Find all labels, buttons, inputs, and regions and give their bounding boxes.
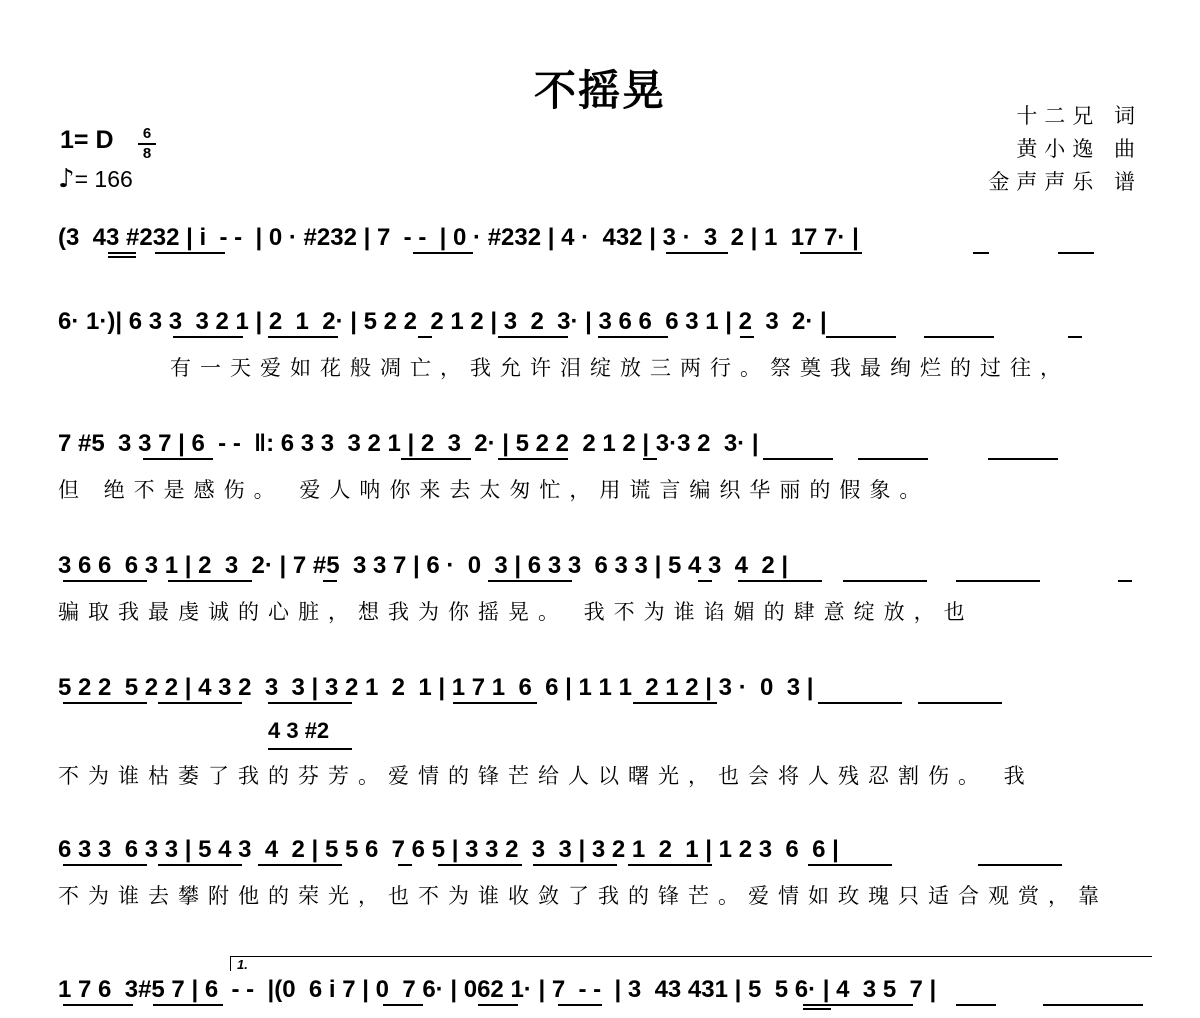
beam [858, 458, 928, 460]
beam [63, 580, 147, 582]
lyrics-line: 但 绝不是感伤。 爱人呐你来去太匆忙，用谎言编织华丽的假象。 [58, 478, 930, 502]
composer-credit: 黄小逸 曲 [1016, 137, 1142, 161]
beam [628, 864, 712, 866]
lyrics-line: 有一天爱如花般凋亡，我允许泪绽放三两行。祭奠我最绚烂的过往， [170, 356, 1070, 380]
beam [155, 252, 225, 254]
beam [158, 702, 242, 704]
beam [398, 864, 412, 866]
first-ending-bracket [230, 956, 1152, 971]
key-signature: 1= D [60, 126, 114, 154]
beam [143, 458, 213, 460]
beam [643, 458, 657, 460]
beam [498, 336, 568, 338]
beam [168, 580, 252, 582]
notes-line: 1 7 6 3#5 7 | 6 - - |(0 6 i 7 | 0 7 6· | 062 1· | 7 - - | 3 43 431 | 5 5 6· | 4 3 5 7 | [58, 976, 937, 1003]
beam [418, 336, 432, 338]
notes-line: 7 #5 3 3 7 | 6 - - ‖: 6 3 3 3 2 1 | 2 3 2· | 5 2 2 2 1 2 | 3·3 2 3· | [58, 430, 759, 457]
lyricist-credit: 十二兄 词 [1016, 104, 1142, 128]
beam [438, 864, 522, 866]
beam [988, 458, 1058, 460]
beam [956, 580, 1040, 582]
beam [808, 864, 892, 866]
beam [1043, 1004, 1143, 1006]
beam [973, 252, 989, 254]
beam [918, 702, 1002, 704]
beam [488, 580, 572, 582]
beam [818, 702, 902, 704]
lyrics-line: 骗取我最虔诚的心脏，想我为你摇晃。 我不为谁谄媚的肆意绽放，也 [58, 600, 974, 624]
beam [268, 702, 352, 704]
beam [413, 252, 473, 254]
beam [108, 256, 136, 258]
beam [63, 702, 147, 704]
beam [666, 252, 728, 254]
beam [740, 336, 754, 338]
eighth-note-icon: ♪ [58, 164, 75, 194]
beam [498, 458, 568, 460]
beam [478, 1004, 518, 1006]
beam [800, 252, 862, 254]
beam [598, 336, 668, 338]
lyrics-line: 不为谁枯萎了我的芬芳。爱情的锋芒给人以曙光，也会将人残忍割伤。 我 [58, 764, 1034, 788]
beam [268, 336, 338, 338]
beam [978, 864, 1062, 866]
notation-credit: 金声声乐 谱 [988, 170, 1142, 194]
beam [323, 580, 337, 582]
beam [763, 458, 833, 460]
beam [924, 336, 994, 338]
credits [988, 100, 1142, 199]
notes-line: 6 3 3 6 3 3 | 5 4 3 4 2 | 5 5 6 7 6 5 | 3 3 2 3 3 | 3 2 1 2 1 | 1 2 3 6 6 | [58, 836, 839, 863]
beam [401, 458, 471, 460]
beam [63, 864, 147, 866]
notes-line: (3 43 #232 | i - - | 0 · #232 | 7 - - | 0 · #232 | 4 · 432 | 3 · 3 2 | 1 17 7· | [58, 224, 859, 251]
time-signature-top: 6 [142, 125, 152, 142]
notes-line: 6· 1·)| 6 3 3 3 2 1 | 2 1 2· | 5 2 2 2 1 2 | 3 2 3· | 3 6 6 6 3 1 | 2 3 2· | [58, 308, 827, 335]
volta-label: 1. [237, 957, 248, 972]
beam [558, 1004, 602, 1006]
beam [453, 702, 537, 704]
time-signature [138, 126, 156, 162]
beam [803, 1008, 831, 1010]
beam [153, 1004, 223, 1006]
beam [738, 580, 822, 582]
beam [803, 1004, 913, 1006]
beam [258, 864, 342, 866]
time-signature-bottom: 8 [142, 145, 152, 162]
beam [826, 336, 896, 338]
beam [1058, 252, 1094, 254]
beam [698, 580, 712, 582]
beam [533, 864, 617, 866]
beam [268, 748, 352, 750]
song-title: 不摇晃 [533, 66, 666, 115]
beam [173, 336, 243, 338]
beam [1118, 580, 1132, 582]
beam [108, 252, 136, 254]
beam [956, 1004, 996, 1006]
beam [158, 864, 242, 866]
notes-line: 5 2 2 5 2 2 | 4 3 2 3 3 | 3 2 1 2 1 | 1 7 1 6 6 | 1 1 1 2 1 2 | 3 · 0 3 | [58, 674, 814, 701]
notes-line: 3 6 6 6 3 1 | 2 3 2· | 7 #5 3 3 7 | 6 · 0 3 | 6 3 3 6 3 3 | 5 4 3 4 2 | [58, 552, 789, 579]
tempo-marking [58, 164, 133, 194]
beam [1068, 336, 1082, 338]
tempo-value: = 166 [74, 166, 133, 192]
alternate-notes: 4 3 #2 [268, 718, 330, 743]
beam [63, 1004, 133, 1006]
lyrics-line: 不为谁去攀附他的荣光，也不为谁收敛了我的锋芒。爱情如玫瑰只适合观赏，靠 [58, 884, 1108, 908]
beam [633, 702, 717, 704]
beam [843, 580, 927, 582]
beam [383, 1004, 423, 1006]
